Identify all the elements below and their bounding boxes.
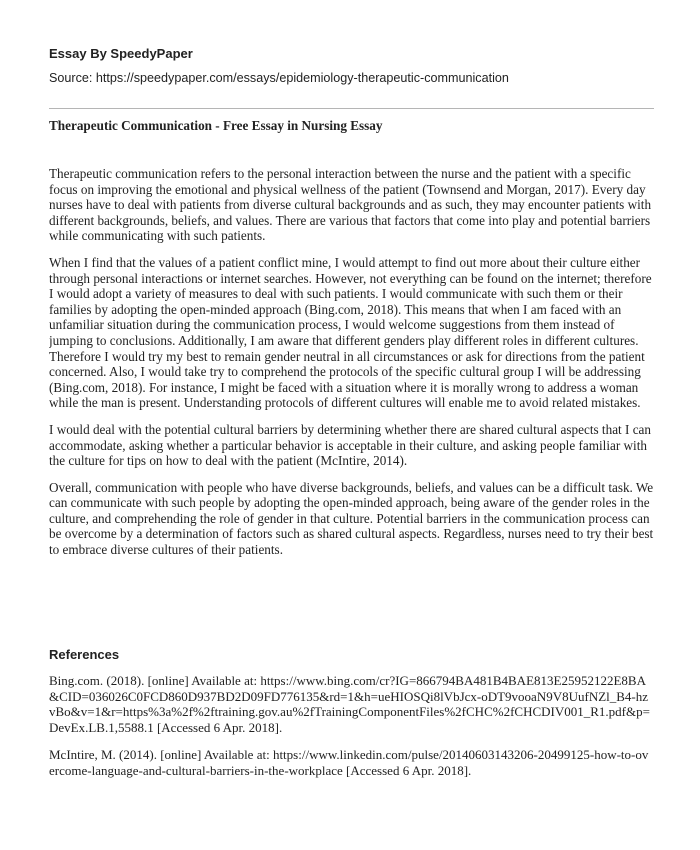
source-line <box>49 71 509 85</box>
brand-title: Essay By SpeedyPaper <box>49 46 193 61</box>
essay-body <box>49 166 654 569</box>
references-list <box>49 673 654 791</box>
essay-page <box>49 0 654 850</box>
reference-item-1: Bing.com. (2018). [online] Available at: https://www.bing.com/cr?IG=866794BA481B4BAE813E25952122E8BA&CID=036026C0FCD860D937BD2D09FD776135&rd=1&h=ueHIOSQi8lVbJcx-oDT9vooaN9V8UufNZl_B4-hzvBo&v=1&r=https%3a%2f%2ftraining.gov.au%2fTrainingComponentFiles%2fCHC%2fCHCDIV001_R1.pdf&p=DevEx.LB.1,5588.1 [Accessed 6 Apr. 2018]. <box>49 673 650 735</box>
body-paragraph-3: I would deal with the potential cultural barriers by determining whether there are shared cultural aspects that I can accommodate, asking whether a particular behavior is acceptable in their culture, and asking people familiar with the culture for tips on how to deal with the patient (McIntire, 2014). <box>49 421 651 469</box>
references-heading: References <box>49 647 120 662</box>
reference-item-2: McIntire, M. (2014). [online] Available at: https://www.linkedin.com/pulse/20140603143206-20499125-how-to-overcome-language-and-cultural-barriers-in-the-workplace [Accessed 6 Apr. 2018]. <box>49 747 649 778</box>
body-paragraph-1: Therapeutic communication refers to the personal interaction between the nurse and the patient with a specific focus on improving the emotional and physical wellness of the patient (Townsend and Morgan, 2017). Every day nurses have to deal with patients from diverse cultural backgrounds and as such, they may encounter patients with different backgrounds, beliefs, and values. There are various that factors that come into play and potential barriers while communicating with such patients. <box>49 166 652 244</box>
essay-title: Therapeutic Communication - Free Essay in Nursing Essay <box>49 118 383 133</box>
header-divider <box>49 108 654 109</box>
source-url: https://speedypaper.com/essays/epidemiology-therapeutic-communication <box>95 71 509 85</box>
body-paragraph-4: Overall, communication with people who have diverse backgrounds, beliefs, and values can be a difficult task. We can communicate with such people by adopting the open-minded approach, being aware of the gender roles in the culture, and comprehending the role of gender in that culture. Potential barriers in the communication process can be overcome by a determination of factors such as shared cultural aspects. Regardless, nurses need to try their best to embrace diverse cultures of their patients. <box>49 479 654 558</box>
source-label: Source: <box>49 71 93 85</box>
body-paragraph-2: When I find that the values of a patient conflict mine, I would attempt to find out more about their culture either through personal interactions or internet searches. However, not everything can be found on the internet; therefore I would adopt a variety of measures to deal with such patients. I would communicate with such them or their families by adopting the open-minded approach (Bing.com, 2018). This means that when I am faced with an unfamiliar situation during the communication process, I would welcome suggestions from them instead of jumping to conclusions. Additionally, I am aware that different genders play different roles in different cultures. Therefore I would try my best to remain gender neutral in all circumstances or ask for directions from the patient concerned. Also, I would take try to comprehend the protocols of the specific cultural group I will be addressing (Bing.com, 2018). For instance, I might be faced with a situation where it is morally wrong to address a woman while the man is present. Understanding protocols of different cultures will enable me to avoid related mistakes. <box>49 254 652 411</box>
